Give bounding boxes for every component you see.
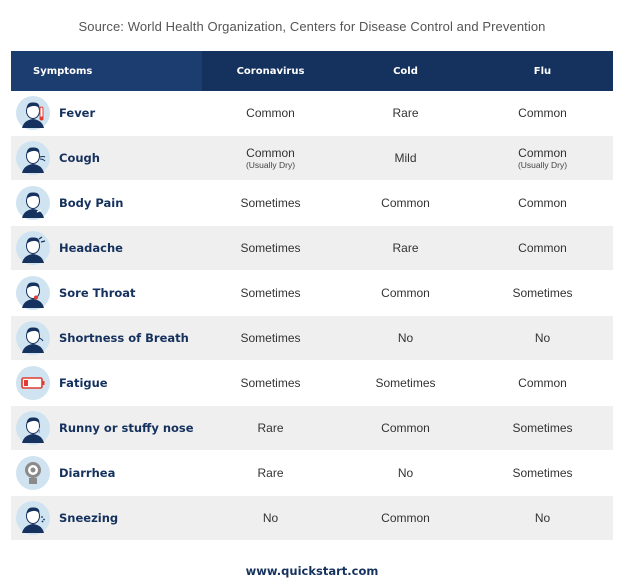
cell-value: Common: [381, 510, 430, 525]
cell-value: No: [534, 330, 551, 345]
table-row: [11, 271, 613, 316]
symptom-label: Shortness of Breath: [59, 331, 189, 345]
cell-note: (Usually Dry): [245, 159, 296, 170]
cough-icon: [15, 140, 51, 176]
cold-cell: [339, 226, 472, 270]
cold-cell: [339, 91, 472, 135]
cold-cell: [339, 496, 472, 540]
flu-cell: [472, 271, 613, 315]
cell-note: (Usually Dry): [517, 159, 568, 170]
cold-cell: [339, 451, 472, 495]
flu-cell: [472, 136, 613, 180]
cell-value: No: [534, 510, 551, 525]
sore-throat-icon: [15, 275, 51, 311]
flu-cell: [472, 361, 613, 405]
cell-value: No: [397, 465, 414, 480]
symptom-label: Body Pain: [59, 196, 124, 210]
flu-cell: [472, 181, 613, 225]
cold-cell: [339, 361, 472, 405]
flu-cell: [472, 451, 613, 495]
cell-value: Sometimes: [512, 465, 573, 480]
toilet-icon: [15, 455, 51, 491]
header-symptoms: Symptoms: [11, 51, 202, 91]
symptom-cell: [11, 226, 202, 270]
coronavirus-cell: [202, 91, 339, 135]
table-row: [11, 496, 613, 541]
table-row: [11, 406, 613, 451]
table-row: [11, 136, 613, 181]
cell-value: Sometimes: [512, 420, 573, 435]
table-row: [11, 91, 613, 136]
table-row: [11, 316, 613, 361]
table-row: [11, 181, 613, 226]
cell-value: Rare: [392, 105, 419, 120]
cell-value: Rare: [392, 240, 419, 255]
cell-value: Sometimes: [240, 285, 301, 300]
cold-cell: [339, 136, 472, 180]
body-pain-icon: [15, 185, 51, 221]
flu-cell: [472, 226, 613, 270]
cell-value: Common: [518, 240, 567, 255]
coronavirus-cell: [202, 451, 339, 495]
table-header: [11, 51, 613, 91]
symptom-cell: [11, 451, 202, 495]
cell-value: Sometimes: [240, 240, 301, 255]
cell-value: Common: [381, 195, 430, 210]
coronavirus-cell: [202, 271, 339, 315]
header-coronavirus: Coronavirus: [236, 65, 305, 77]
symptom-cell: [11, 271, 202, 315]
runny-nose-icon: [15, 410, 51, 446]
flu-cell: [472, 406, 613, 450]
cell-value: Common: [518, 145, 567, 160]
cold-cell: [339, 406, 472, 450]
symptom-label: Fatigue: [59, 376, 108, 390]
cell-value: Rare: [257, 465, 284, 480]
shortness-of-breath-icon: [15, 320, 51, 356]
flu-cell: [472, 91, 613, 135]
symptom-label: Fever: [59, 106, 96, 120]
header-cold: Cold: [393, 65, 418, 77]
cell-value: Common: [246, 105, 295, 120]
footer-url: www.quickstart.com: [245, 564, 379, 578]
table-row: [11, 451, 613, 496]
cell-value: Common: [246, 145, 295, 160]
cold-cell: [339, 316, 472, 360]
symptom-cell: [11, 496, 202, 540]
flu-cell: [472, 496, 613, 540]
cell-value: Sometimes: [240, 375, 301, 390]
coronavirus-cell: [202, 136, 339, 180]
symptom-cell: [11, 406, 202, 450]
coronavirus-cell: [202, 181, 339, 225]
symptom-cell: [11, 91, 202, 135]
coronavirus-cell: [202, 316, 339, 360]
cell-value: Common: [518, 375, 567, 390]
headache-icon: [15, 230, 51, 266]
table-body: [11, 91, 613, 541]
coronavirus-cell: [202, 226, 339, 270]
symptom-cell: [11, 181, 202, 225]
cell-value: Common: [518, 195, 567, 210]
table-row: [11, 361, 613, 406]
cell-value: No: [262, 510, 279, 525]
symptom-label: Headache: [59, 241, 123, 255]
flu-cell: [472, 316, 613, 360]
coronavirus-cell: [202, 496, 339, 540]
symptom-label: Sneezing: [59, 511, 119, 525]
symptom-cell: [11, 136, 202, 180]
cell-value: Sometimes: [375, 375, 436, 390]
cell-value: Common: [381, 285, 430, 300]
coronavirus-cell: [202, 406, 339, 450]
symptom-label: Runny or stuffy nose: [59, 421, 194, 435]
cell-value: Rare: [257, 420, 284, 435]
symptom-label: Diarrhea: [59, 466, 116, 480]
symptom-label: Cough: [59, 151, 100, 165]
symptom-comparison-table: [11, 51, 613, 541]
symptom-label: Sore Throat: [59, 286, 136, 300]
header-flu: Flu: [533, 65, 552, 77]
cold-cell: [339, 271, 472, 315]
cell-value: No: [397, 330, 414, 345]
cell-value: Sometimes: [240, 195, 301, 210]
coronavirus-cell: [202, 361, 339, 405]
cell-value: Sometimes: [512, 285, 573, 300]
cold-cell: [339, 181, 472, 225]
low-battery-icon: [15, 365, 51, 401]
symptom-cell: [11, 361, 202, 405]
table-row: [11, 226, 613, 271]
cell-value: Common: [518, 105, 567, 120]
symptom-cell: [11, 316, 202, 360]
cell-value: Mild: [394, 150, 417, 165]
cell-value: Common: [381, 420, 430, 435]
source-note: Source: World Health Organization, Centers for Disease Control and Prevention: [78, 19, 546, 34]
cell-value: Sometimes: [240, 330, 301, 345]
sneezing-icon: [15, 500, 51, 536]
fever-icon: [15, 95, 51, 131]
